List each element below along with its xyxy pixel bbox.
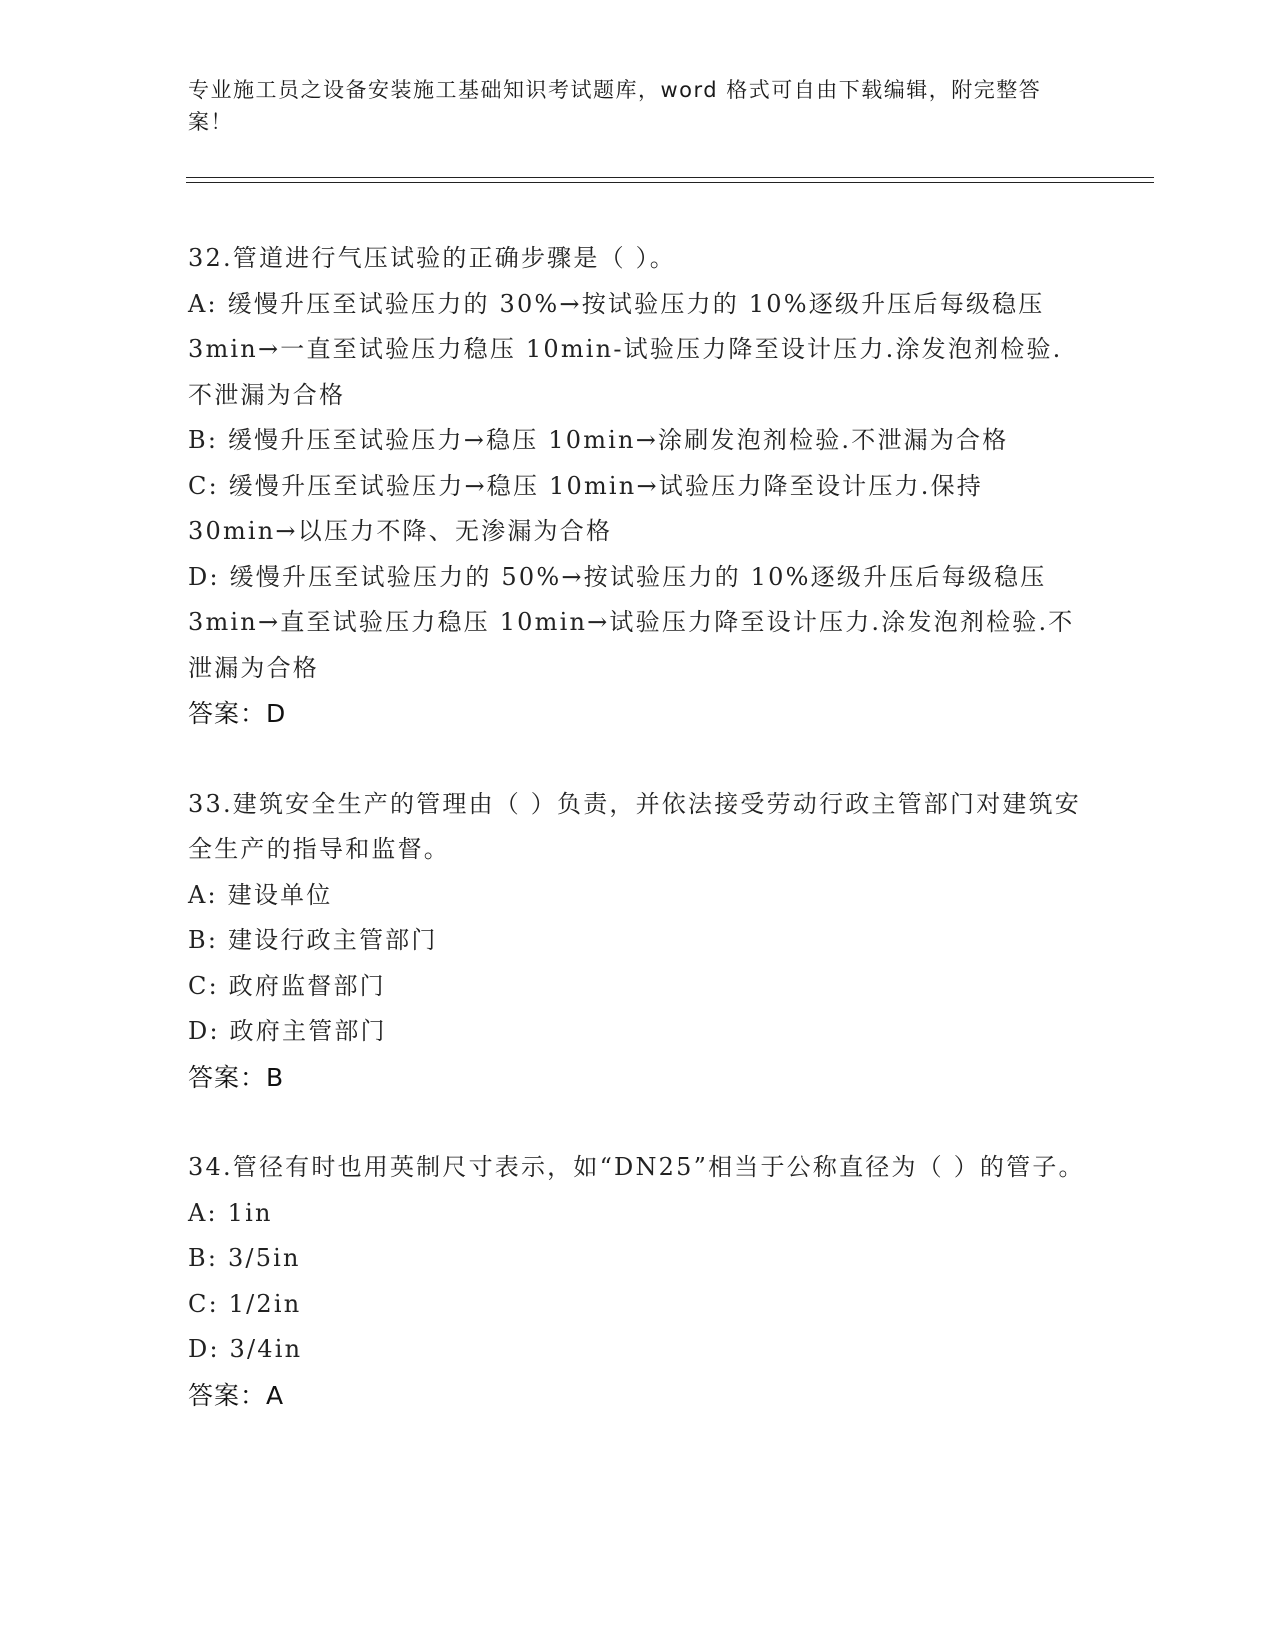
answer-label: 答案：B [188,1062,285,1092]
option-c: C: 1/2in [188,1289,302,1318]
header-divider-top [186,177,1154,178]
option-b: B: 建设行政主管部门 [188,926,438,954]
question-33 [188,782,1088,1101]
option-a: A: 缓慢升压至试验压力的 30%→按试验压力的 10%逐级升压后每级稳压 3min→一直至试验压力稳压 10min-试验压力降至设计压力.涂发泡剂检验.不泄漏为合格 [188,289,1063,409]
option-c: C: 政府监督部门 [188,971,386,1000]
page-header-title: 专业施工员之设备安装施工基础知识考试题库，word 格式可自由下载编辑，附完整答案！ [188,78,1042,134]
option-c: C: 缓慢升压至试验压力→稳压 10min→试验压力降至设计压力.保持 30min→以压力不降、无渗漏为合格 [188,471,983,545]
option-b: B: 3/5in [188,1244,301,1272]
question-list [188,236,1088,1418]
question-34 [188,1145,1088,1418]
option-b: B: 缓慢升压至试验压力→稳压 10min→涂刷发泡剂检验.不泄漏为合格 [188,426,1009,454]
answer-label: 答案：D [188,699,287,728]
header-divider-bottom [186,182,1154,183]
option-d: D: 缓慢升压至试验压力的 50%→按试验压力的 10%逐级升压后每级稳压 3min→直至试验压力稳压 10min→试验压力降至设计压力.涂发泡剂检验.不泄漏为合格 [188,562,1075,682]
option-a: A: 1in [188,1198,273,1227]
question-stem: 32.管道进行气压试验的正确步骤是（ ）。 [188,244,676,272]
question-32 [188,236,1088,737]
question-stem: 33.建筑安全生产的管理由（ ）负责，并依法接受劳动行政主管部门对建筑安全生产的指导和监督。 [188,789,1081,863]
option-d: D: 3/4in [188,1335,303,1363]
option-d: D: 政府主管部门 [188,1017,387,1045]
answer-label: 答案：A [188,1380,285,1410]
option-a: A: 建设单位 [188,880,333,909]
question-stem: 34.管径有时也用英制尺寸表示，如“DN25”相当于公称直径为（ ）的管子。 [188,1153,1085,1181]
